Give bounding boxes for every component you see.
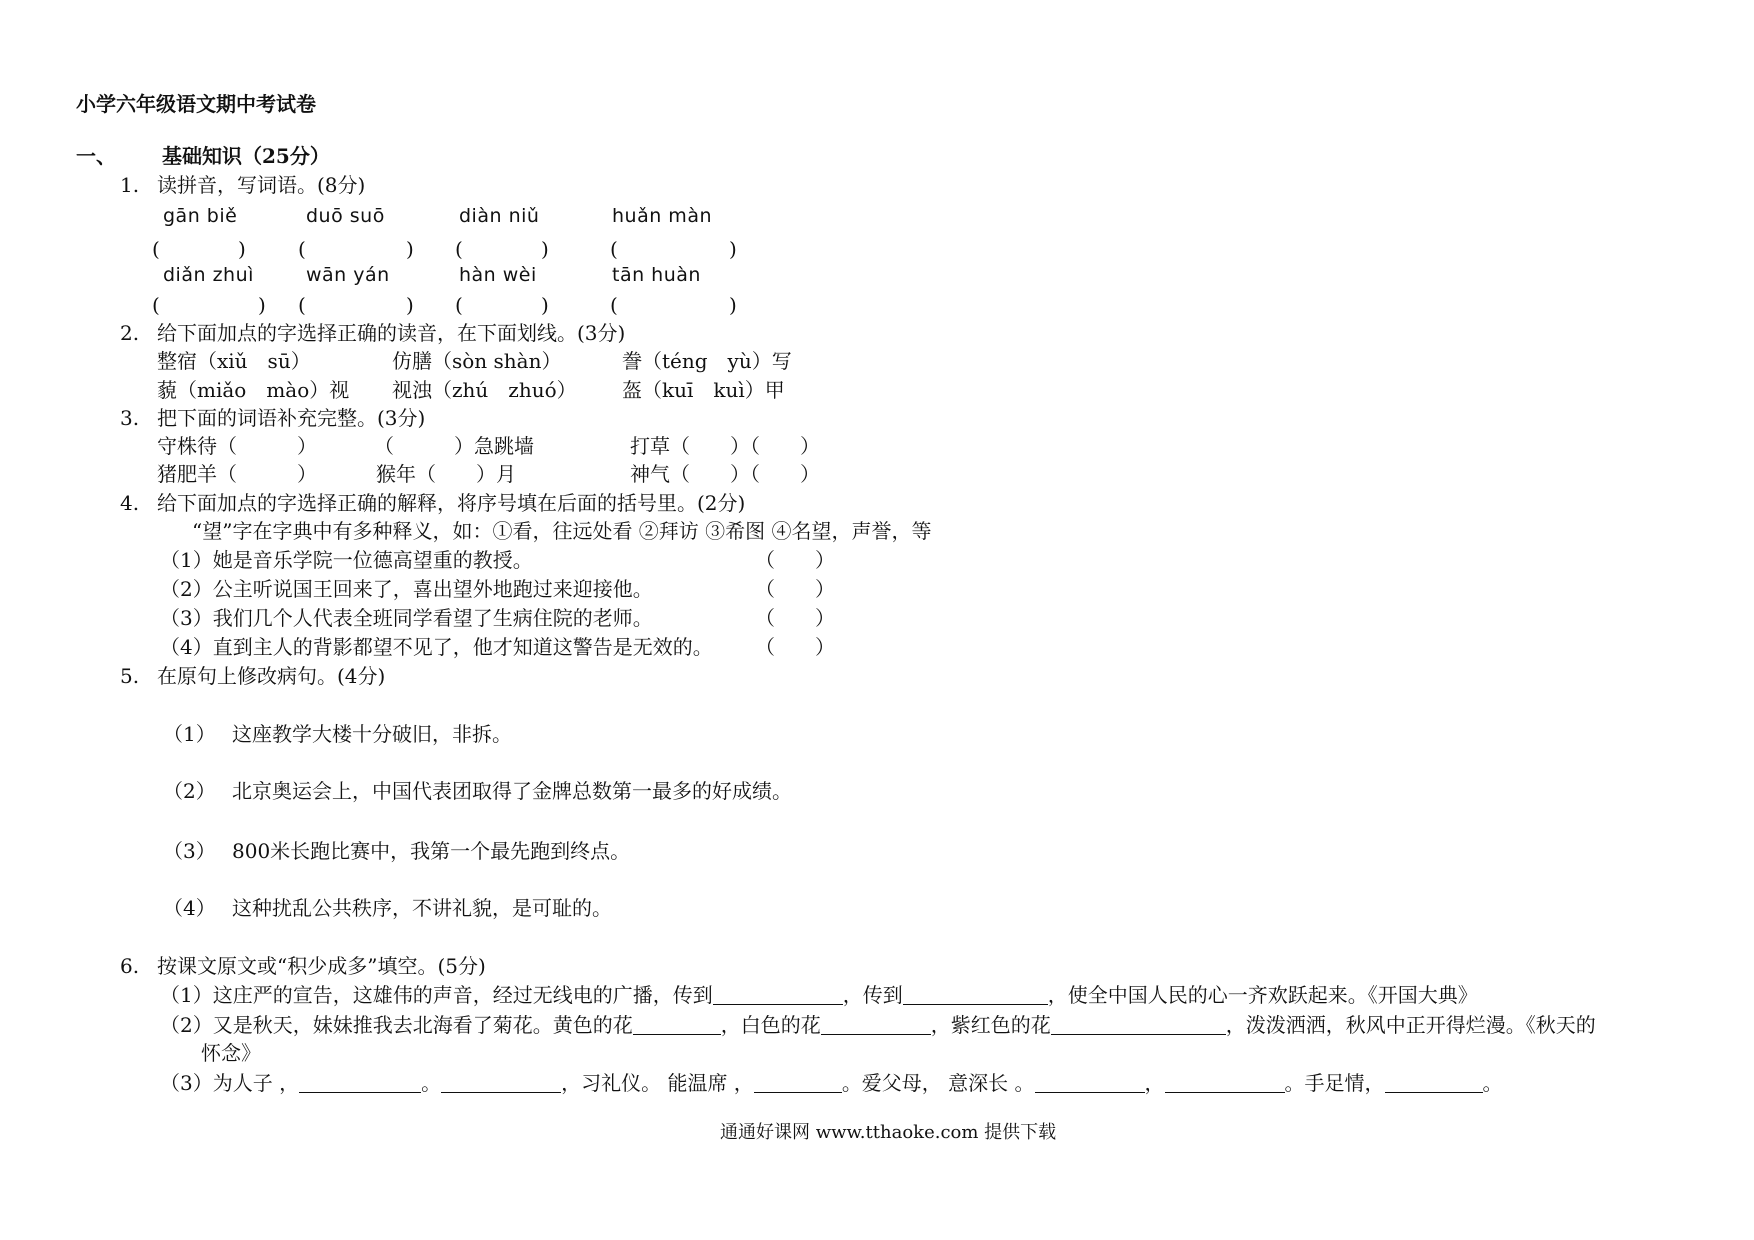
fill-blank[interactable] [713, 984, 843, 1005]
q6-line3-text: （3）为人子 ， [160, 1071, 300, 1095]
answer-paren-open: ( [455, 293, 463, 317]
q6-line-1 [160, 982, 1478, 1008]
q6-line-2 [160, 1012, 1596, 1038]
q3-item: 猪肥羊（ ） [157, 462, 317, 486]
q5-item-number: （2） [163, 779, 216, 803]
q6-line2-text: ，紫红色的花 [930, 1013, 1051, 1037]
answer-paren-close: ) [541, 293, 549, 317]
q6-line3-text: 。 [421, 1071, 442, 1095]
answer-paren-open: ( [152, 293, 160, 317]
fill-blank[interactable] [633, 1014, 721, 1035]
answer-paren-close: ) [238, 237, 246, 261]
q1-instruction: 读拼音，写词语。(8分) [157, 173, 366, 197]
q2-instruction: 给下面加点的字选择正确的读音，在下面划线。(3分) [157, 321, 626, 345]
q4-answer-paren: （ ） [755, 577, 835, 601]
fill-blank[interactable] [441, 1072, 561, 1093]
q6-line-3 [160, 1070, 1503, 1096]
q6-line2-text: ，泼泼洒洒，秋风中正开得烂漫。《秋天的 [1225, 1013, 1596, 1037]
q4-item: （2）公主听说国王回来了，喜出望外地跑过来迎接他。 [160, 577, 653, 601]
q6-line1-text: ，使全中国人民的心一齐欢跃起来。《开国大典》 [1047, 983, 1478, 1007]
pinyin-7: hàn wèi [459, 264, 537, 286]
answer-paren-open: ( [610, 237, 618, 261]
q2-item: 誊（téng yù）写 [622, 349, 792, 373]
q3-number: 3. [120, 406, 140, 430]
fill-blank[interactable] [299, 1072, 421, 1093]
q2-item: 盔（kuī kuì）甲 [622, 378, 785, 402]
q1-number: 1. [120, 173, 140, 197]
q5-sentence: 这种扰乱公共秩序，不讲礼貌，是可耻的。 [232, 896, 612, 920]
section-number: 一、 [76, 144, 116, 168]
q5-number: 5. [120, 664, 140, 688]
q2-number: 2. [120, 321, 140, 345]
q4-item: （1）她是音乐学院一位德高望重的教授。 [160, 548, 533, 572]
q4-item: （4）直到主人的背影都望不见了，他才知道这警告是无效的。 [160, 635, 713, 659]
q3-instruction: 把下面的词语补充完整。(3分) [157, 406, 426, 430]
fill-blank[interactable] [1385, 1072, 1483, 1093]
exam-title: 小学六年级语文期中考试卷 [76, 92, 316, 116]
answer-paren-close: ) [406, 237, 414, 261]
q6-line3-text: ，习礼仪。 能温席 ， [561, 1071, 754, 1095]
q5-item-number: （3） [163, 839, 216, 863]
q5-instruction: 在原句上修改病句。(4分) [157, 664, 386, 688]
q3-item: 神气（ ）（ ） [630, 462, 820, 486]
pinyin-2: duō suō [306, 205, 385, 227]
q6-line3-text: 。爱父母， 意深长 。 [841, 1071, 1035, 1095]
fill-blank[interactable] [821, 1014, 931, 1035]
pinyin-5: diǎn zhuì [163, 264, 254, 286]
answer-paren-open: ( [455, 237, 463, 261]
pinyin-6: wān yán [306, 264, 390, 286]
answer-paren-open: ( [298, 293, 306, 317]
q3-item: 猴年（ ）月 [376, 462, 516, 486]
q4-instruction: 给下面加点的字选择正确的解释，将序号填在后面的括号里。(2分) [157, 491, 746, 515]
q2-item: 视浊（zhú zhuó） [392, 378, 577, 402]
fill-blank[interactable] [1035, 1072, 1145, 1093]
q3-item: （ ）急跳墙 [374, 434, 534, 458]
q6-line2-text: （2）又是秋天，妹妹推我去北海看了菊花。黄色的花 [160, 1013, 633, 1037]
q4-answer-paren: （ ） [755, 606, 835, 630]
q6-number: 6. [120, 954, 140, 978]
q3-item: 打草（ ）（ ） [630, 434, 820, 458]
q6-line3-text: 。手足情， [1284, 1071, 1385, 1095]
page-footer: 通通好课网 www.tthaoke.com 提供下载 [720, 1122, 1057, 1143]
pinyin-1: gān biě [163, 205, 238, 227]
q6-line2-text: ，白色的花 [720, 1013, 821, 1037]
q4-answer-paren: （ ） [755, 548, 835, 572]
q4-intro: “望”字在字典中有多种释义，如：①看，往远处看 ②拜访 ③希图 ④名望，声誉，等 [192, 519, 932, 543]
fill-blank[interactable] [1165, 1072, 1285, 1093]
q6-line1-text: （1）这庄严的宣告，这雄伟的声音，经过无线电的广播，传到 [160, 983, 713, 1007]
q4-item: （3）我们几个人代表全班同学看望了生病住院的老师。 [160, 606, 653, 630]
q5-sentence: 800米长跑比赛中，我第一个最先跑到终点。 [232, 839, 631, 863]
fill-blank[interactable] [903, 984, 1048, 1005]
pinyin-8: tān huàn [612, 264, 701, 286]
q6-line2-cont: 怀念》 [201, 1041, 261, 1065]
section-heading: 基础知识（25分） [162, 144, 330, 168]
q2-item: 藐（miǎo mào）视 [157, 378, 350, 402]
fill-blank[interactable] [1051, 1014, 1226, 1035]
pinyin-4: huǎn màn [612, 205, 713, 227]
answer-paren-open: ( [152, 237, 160, 261]
pinyin-3: diàn niǔ [459, 205, 540, 227]
q5-sentence: 这座教学大楼十分破旧，非拆。 [232, 722, 512, 746]
q6-instruction: 按课文原文或“积少成多”填空。(5分) [157, 954, 486, 978]
answer-paren-open: ( [298, 237, 306, 261]
answer-paren-close: ) [541, 237, 549, 261]
answer-paren-close: ) [258, 293, 266, 317]
q6-line3-text: 。 [1482, 1071, 1503, 1095]
q4-number: 4. [120, 491, 140, 515]
q4-answer-paren: （ ） [755, 635, 835, 659]
q6-line1-text: ，传到 [842, 983, 903, 1007]
q5-sentence: 北京奥运会上，中国代表团取得了金牌总数第一最多的好成绩。 [232, 779, 792, 803]
fill-blank[interactable] [754, 1072, 842, 1093]
answer-paren-open: ( [610, 293, 618, 317]
q3-item: 守株待（ ） [157, 434, 317, 458]
answer-paren-close: ) [729, 293, 737, 317]
q2-item: 整宿（xiǔ sū） [157, 349, 311, 373]
q6-line3-text: ， [1144, 1071, 1165, 1095]
q2-item: 仿膳（sòn shàn） [392, 349, 562, 373]
answer-paren-close: ) [406, 293, 414, 317]
answer-paren-close: ) [729, 237, 737, 261]
q5-item-number: （4） [163, 896, 216, 920]
q5-item-number: （1） [163, 722, 216, 746]
